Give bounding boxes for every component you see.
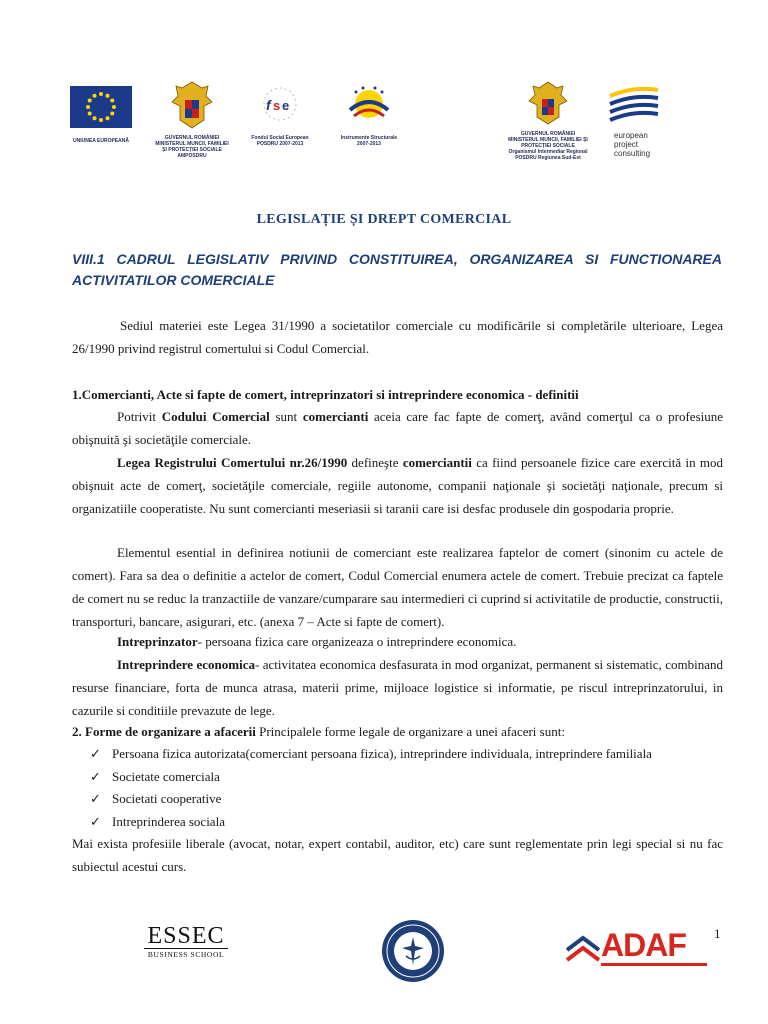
intro-paragraph: [72, 314, 723, 360]
paragraph-intreprinzator: [72, 630, 723, 653]
document-title: LEGISLAȚIE ȘI DREPT COMERCIAL: [256, 212, 512, 227]
p4-text: - persoana fizica care organizeaza o intreprindere economica.: [197, 634, 517, 649]
section-heading: VIII.1 CADRUL LEGISLATIV PRIVIND CONSTITUIREA, ORGANIZAREA SI FUNCTIONAREA ACTIVITATILOR COMERCIALE: [72, 251, 722, 288]
check-icon: ✓: [90, 769, 101, 784]
p5-bold: Intreprindere economica: [117, 657, 255, 672]
p5-text: - activitatea economica desfasurata in mod organizat, permanent si sistematic, combinand resurse financiare, forta de munca atrasa, materii prime, mijloace logistice si informatie, pe riscul intreprinzatorului, in cazurile si conditiile prevazute de lege.: [72, 657, 723, 718]
p1-bold-codul: Codului Comercial: [161, 409, 270, 424]
checklist-item: [90, 810, 225, 833]
p2-bold-comerciantii: comerciantii: [402, 455, 472, 470]
p2-text-a: defineşte: [347, 455, 403, 470]
gov-ro-2-logo: [503, 80, 593, 161]
gov-ro-caption: GUVERNUL ROMÂNIEI MINISTERUL MUNCII, FAMILIEI ȘI PROTECȚIEI SOCIALE AMPOSDRU: [155, 135, 229, 159]
svg-text:e: e: [282, 98, 290, 113]
instrumente-logo: [336, 84, 402, 147]
checklist-text: Intreprinderea sociala: [112, 814, 225, 829]
check-icon: ✓: [90, 814, 101, 829]
seal-icon: [380, 918, 446, 984]
heading-2-text: Principalele forme legale de organizare a unei afaceri sunt:: [255, 724, 565, 739]
epc-logo: [604, 82, 664, 158]
paragraph-codul-comercial: [72, 405, 723, 451]
header-logos: [0, 80, 768, 160]
svg-text:f: f: [266, 97, 271, 113]
p1-text-a: Potrivit: [117, 409, 162, 424]
fse-icon: [250, 86, 310, 122]
coat-of-arms-icon: [503, 80, 593, 126]
checklist-item: [90, 742, 652, 765]
p4-bold: Intreprinzator: [117, 634, 198, 649]
intro-text: Sediul materiei este Legea 31/1990 a societatilor comerciale cu modificările si completările ulterioare, Legea 26/1990 privind registrul comertului si Codul Comercial.: [72, 318, 723, 356]
paragraph-element-esential: [72, 541, 723, 633]
adaf-chevron-icon: [565, 934, 601, 962]
heading-1-text: 1.Comercianti, Acte si fapte de comert, intreprinzatori si intreprindere economica - definitii: [72, 387, 579, 402]
checklist-item: [90, 787, 221, 810]
adaf-wordmark: ADAF: [601, 927, 686, 963]
heading-2: [72, 720, 723, 743]
adaf-underline: [601, 963, 707, 966]
check-icon: ✓: [90, 746, 101, 761]
paragraph-legea-registrului: [72, 451, 723, 520]
p1-text-c: sunt: [269, 409, 303, 424]
checklist-text: Societate comerciala: [112, 769, 220, 784]
p1-bold-comercianti: comercianti: [302, 409, 369, 424]
closing-paragraph: [72, 832, 723, 878]
gov-ro-logo: [150, 80, 234, 159]
eu-flag-logo: [70, 86, 132, 144]
essec-logo: [144, 924, 228, 959]
university-seal: [380, 918, 446, 989]
epc-icon: [604, 82, 664, 126]
essec-subtitle: BUSINESS SCHOOL: [144, 948, 228, 959]
check-icon: ✓: [90, 791, 101, 806]
instrumente-caption: Instrumente Structurale 2007-2013: [340, 135, 398, 147]
checklist-text: Societati cooperative: [112, 791, 222, 806]
gov-ro-2-caption: GUVERNUL ROMÂNIEI MINISTERUL MUNCII, FAMILIEI ȘI PROTECȚIEI SOCIALE Organismul Intermediar Regional POSDRU Regiunea Sud-Est: [508, 131, 588, 161]
heading-2-bold: 2. Forme de organizare a afacerii: [72, 724, 256, 739]
essec-wordmark: ESSEC: [147, 923, 225, 949]
instrumente-icon: [336, 84, 402, 124]
eu-flag-icon: [70, 86, 132, 128]
p1-text-d: aceia care fac fapte de comerţ, având comerţul ca o profesiune obişnuită şi societăţile comerciale.: [72, 409, 724, 447]
coat-of-arms-icon: [150, 80, 234, 130]
epc-caption: european project consulting: [614, 131, 651, 158]
fse-caption: Fondul Social European POSDRU 2007-2013: [251, 135, 309, 147]
paragraph-intreprindere-economica: [72, 653, 723, 722]
fse-logo: [250, 86, 310, 147]
p3-text: Elementul esential in definirea notiunii de comerciant este realizarea faptelor de comert (sinonim cu actele de comert). Fara sa dea o definitie a actelor de comert, Codul Comercial enumera actele de comert. Trebuie precizat ca faptele de comert nu se reduc la tranzactiile de vanzare/cumparare sau intermedieri ci cuprind si activitatile de productie, constructii, transporturi, bancare, asigurari, etc. (anexa 7 – Acte si fapte de comert).: [72, 545, 723, 629]
heading-1: [72, 383, 723, 406]
checklist-item: [90, 765, 220, 788]
checklist-text: Persoana fizica autorizata(comerciant persoana fizica), intreprindere individuala, intreprindere familiala: [112, 746, 652, 761]
svg-text:s: s: [273, 98, 281, 113]
eu-caption: UNIUNEA EUROPEANĂ: [73, 138, 129, 144]
p2-text-c: ca fiind persoanele fizice care exercită in mod obişnuit acte de comerţ, societăţile comerciale, regiile autonome, companii naţionale şi societăţi naţionale, precum si organizatiile cooperatiste. Nu sunt comercianti meseriasii si taranii care isi desfac produsele din gospodaria proprie.: [72, 455, 724, 516]
p2-bold-legea: Legea Registrului Comertului nr.26/1990: [117, 455, 348, 470]
page-number: 1: [714, 926, 721, 941]
closing-text: Mai exista profesiile liberale (avocat, notar, expert contabil, auditor, etc) care sunt reglementate prin legi special si nu fac subiectul acestui curs.: [72, 836, 723, 874]
